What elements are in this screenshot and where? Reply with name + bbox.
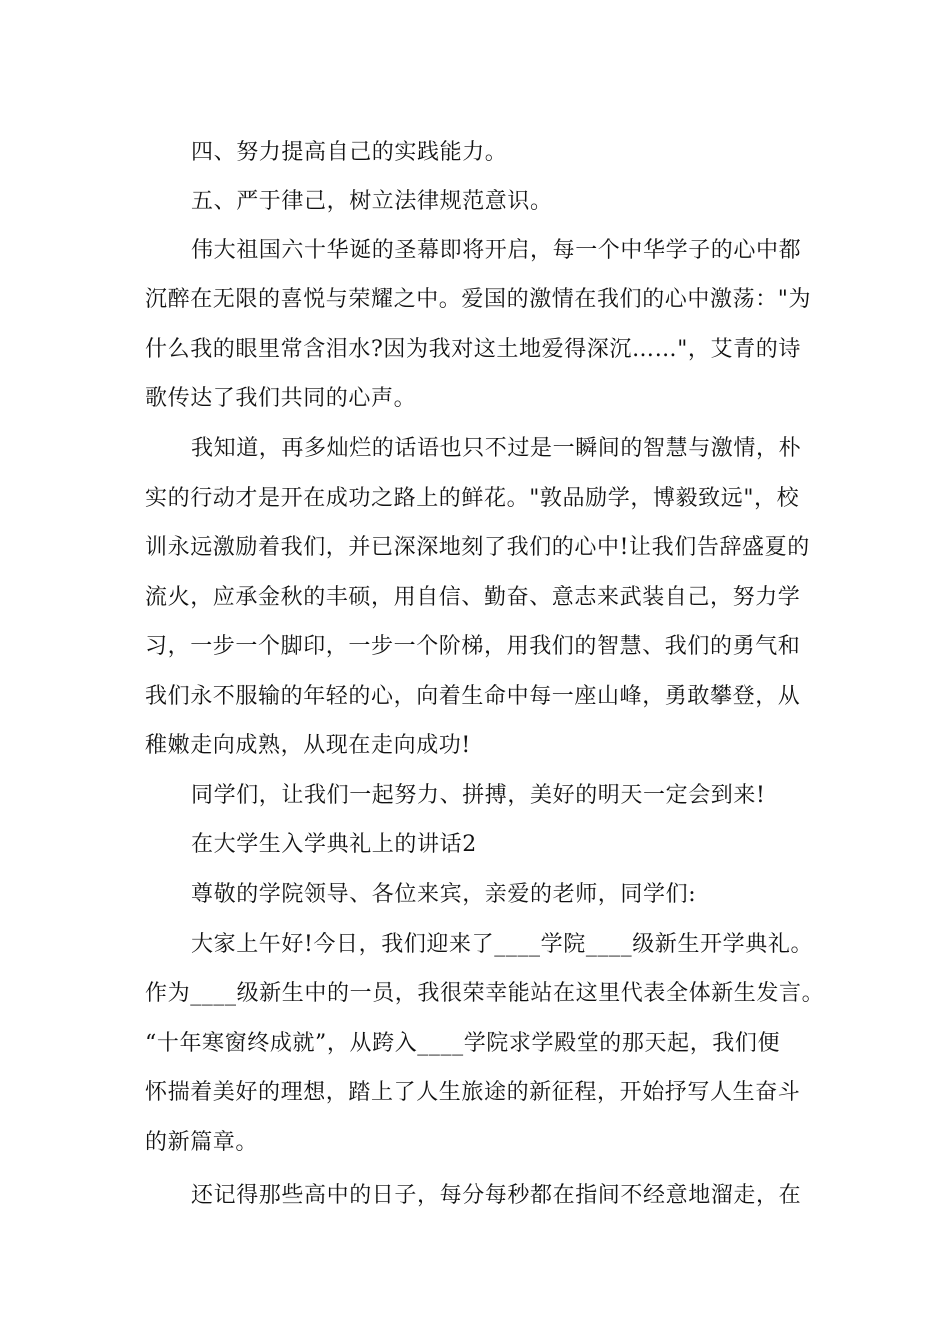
text-line-1: 四、努力提高自己的实践能力。 [191,140,508,165]
text-line-19: “十年寒窗终成就”，从跨入____学院求学殿堂的那天起，我们便 [145,1031,781,1056]
text-line-10: 流火，应承金秋的丰硕，用自信、勤奋、意志来武装自己，努力学 [145,585,801,610]
text-line-21: 的新篇章。 [145,1130,259,1155]
text-line-12: 我们永不服输的年轻的心，向着生命中每一座山峰，勇敢攀登，从 [145,684,801,709]
text-line-18: 作为____级新生中的一员，我很荣幸能站在这里代表全体新生发言。 [145,981,825,1006]
text-line-13: 稚嫩走向成熟，从现在走向成功! [145,733,471,758]
text-line-5: 什么我的眼里常含泪水?因为我对这土地爱得深沉……"，艾青的诗 [145,337,801,362]
text-line-20: 怀揣着美好的理想，踏上了人生旅途的新征程，开始抒写人生奋斗 [145,1080,801,1105]
section-heading: 在大学生入学典礼上的讲话2 [191,832,477,857]
text-line-3: 伟大祖国六十华诞的圣幕即将开启，每一个中华学子的心中都 [191,238,802,263]
text-line-16: 尊敬的学院领导、各位来宾，亲爱的老师，同学们: [191,882,697,907]
text-line-22: 还记得那些高中的日子，每分每秒都在指间不经意地溜走，在 [191,1183,802,1208]
text-line-11: 习，一步一个脚印，一步一个阶梯，用我们的智慧、我们的勇气和 [145,634,801,659]
text-line-17: 大家上午好!今日，我们迎来了____学院____级新生开学典礼。 [191,932,814,957]
text-line-9: 训永远激励着我们，并已深深地刻了我们的心中!让我们告辞盛夏的 [145,535,810,560]
text-line-14: 同学们，让我们一起努力、拼搏，美好的明天一定会到来! [191,783,766,808]
text-line-4: 沉醉在无限的喜悦与荣耀之中。爱国的激情在我们的心中激荡："为 [145,287,812,312]
text-line-8: 实的行动才是开在成功之路上的鲜花。"敦品励学，博毅致远"，校 [145,486,800,511]
text-line-2: 五、严于律己，树立法律规范意识。 [191,189,553,214]
text-line-7: 我知道，再多灿烂的话语也只不过是一瞬间的智慧与激情，朴 [191,436,802,461]
text-line-6: 歌传达了我们共同的心声。 [145,386,417,411]
